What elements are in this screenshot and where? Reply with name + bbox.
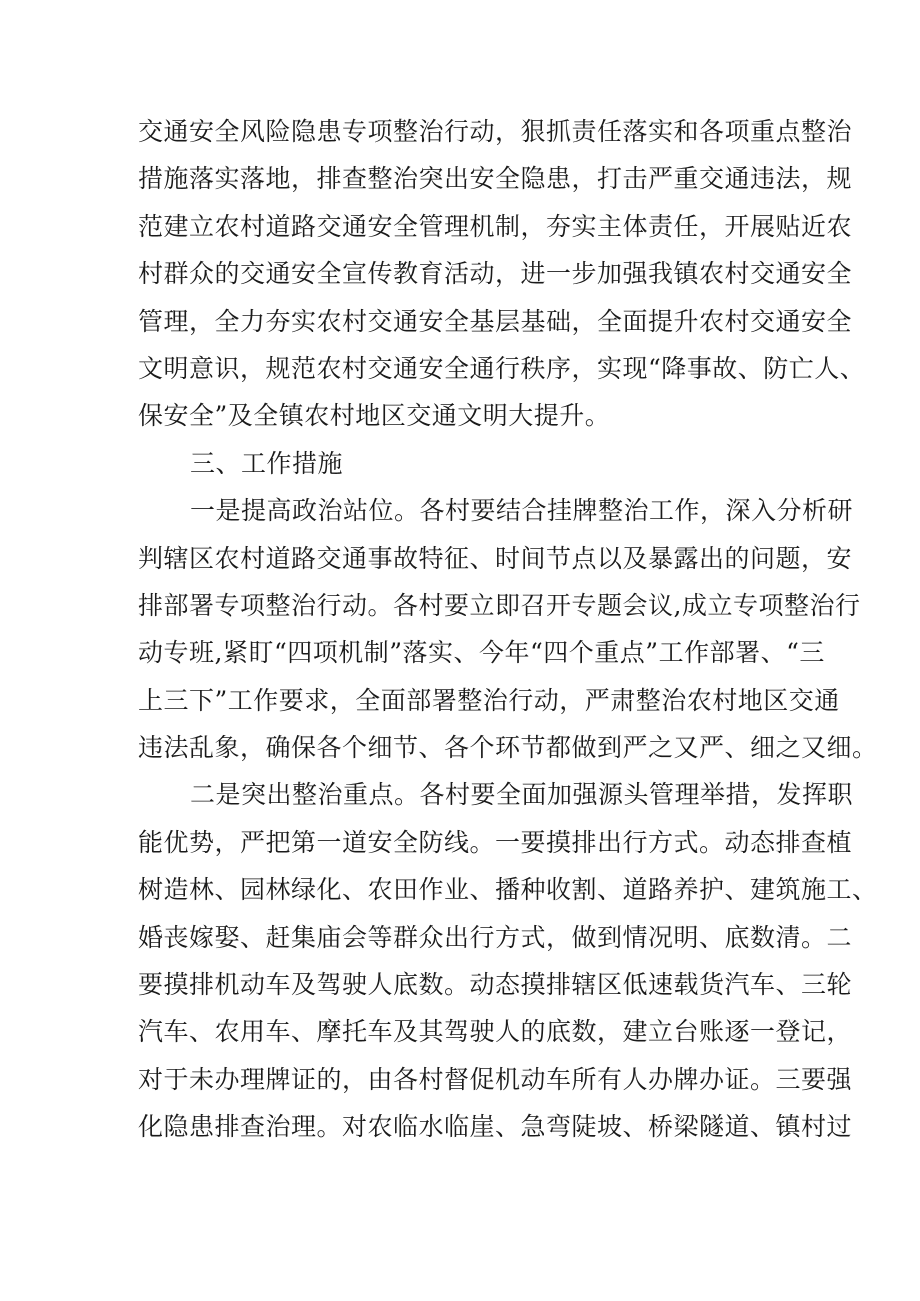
paragraph-line: 对于未办理牌证的，由各村督促机动车所有人办牌办证。三要强 (138, 1064, 853, 1094)
paragraph-line: 违法乱象，确保各个细节、各个环节都做到严之又严、细之又细。 (138, 733, 878, 763)
paragraph-line: 排部署专项整治行动。各村要立即召开专题会议,成立专项整治行 (138, 590, 861, 620)
paragraph-line: 能优势，严把第一道安全防线。一要摸排出行方式。动态排查植 (138, 827, 853, 857)
document-body (138, 108, 878, 1151)
paragraph-line: 要摸排机动车及驾驶人底数。动态摸排辖区低速载货汽车、三轮 (138, 970, 853, 1000)
paragraph-line: 管理，全力夯实农村交通安全基层基础，全面提升农村交通安全 (138, 306, 853, 336)
paragraph-line: 村群众的交通安全宣传教育活动，进一步加强我镇农村交通安全 (138, 259, 853, 289)
paragraph-line: 上三下”工作要求，全面部署整治行动，严肃整治农村地区交通 (138, 685, 840, 715)
paragraph-line: 树造林、园林绿化、农田作业、播种收割、道路养护、建筑施工、 (138, 875, 878, 905)
paragraph-line: 判辖区农村道路交通事故特征、时间节点以及暴露出的问题，安 (138, 543, 853, 573)
paragraph-line: 保安全”及全镇农村地区交通文明大提升。 (138, 401, 611, 431)
paragraph-line: 交通安全风险隐患专项整治行动，狠抓责任落实和各项重点整治 (138, 117, 853, 146)
section-heading: 三、工作措施 (190, 448, 344, 478)
paragraph-line: 婚丧嫁娶、赶集庙会等群众出行方式，做到情况明、底数清。二 (138, 922, 853, 952)
paragraph-line: 二是突出整治重点。各村要全面加强源头管理举措，发挥职 (190, 780, 854, 810)
paragraph-line: 范建立农村道路交通安全管理机制，夯实主体责任，开展贴近农 (138, 211, 853, 241)
paragraph-line: 汽车、农用车、摩托车及其驾驶人的底数，建立台账逐一登记， (138, 1017, 853, 1047)
paragraph-line: 一是提高政治站位。各村要结合挂牌整治工作，深入分析研 (190, 496, 854, 526)
paragraph-line: 化隐患排查治理。对农临水临崖、急弯陡坡、桥梁隧道、镇村过 (138, 1112, 853, 1142)
paragraph-line: 措施落实落地，排查整治突出安全隐患，打击严重交通违法，规 (138, 164, 853, 194)
paragraph-line: 动专班,紧盯“四项机制”落实、今年“四个重点”工作部署、“三 (138, 638, 825, 668)
paragraph-line: 文明意识，规范农村交通安全通行秩序，实现“降事故、防亡人、 (138, 353, 866, 383)
